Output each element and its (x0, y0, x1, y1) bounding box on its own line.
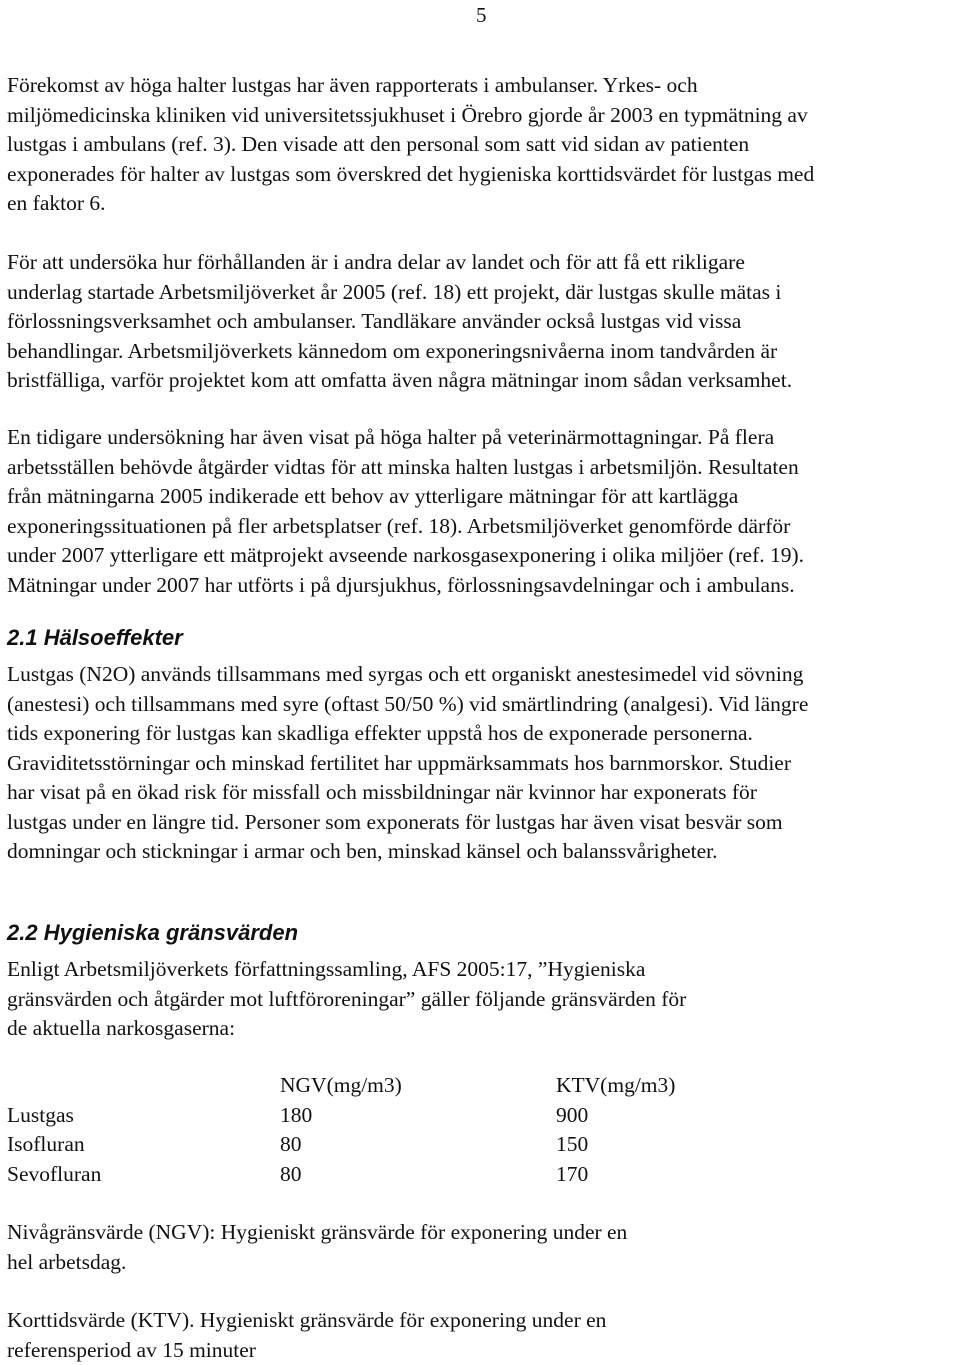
section-heading-hygienic-limits: 2.2 Hygieniska gränsvärden (7, 919, 298, 947)
table-cell: 180 (280, 1101, 312, 1131)
text-line: hel arbetsdag. (7, 1248, 957, 1278)
intro-paragraph (7, 71, 957, 219)
text-line: har visat på en ökad risk för missfall och missbildningar när kvinnor har exponerats för (7, 778, 957, 808)
text-line: Enligt Arbetsmiljöverkets författningssamling, AFS 2005:17, ”Hygieniska (7, 955, 957, 985)
table-header-cell: KTV(mg/m3) (556, 1071, 675, 1101)
table-cell: 170 (556, 1160, 588, 1190)
table-cell: 150 (556, 1130, 588, 1160)
ktv-definition (7, 1306, 957, 1365)
text-line: en faktor 6. (7, 189, 957, 219)
table-cell: Lustgas (7, 1101, 74, 1131)
text-line: lustgas under en längre tid. Personer som exponerats för lustgas har även visat besvär som (7, 808, 957, 838)
table-header-row (7, 1071, 807, 1101)
table-cell: 80 (280, 1160, 302, 1190)
section-heading-health-effects: 2.1 Hälsoeffekter (7, 624, 183, 652)
text-line: referensperiod av 15 minuter (7, 1336, 957, 1365)
text-line: domningar och stickningar i armar och ben, minskad känsel och balanssvårigheter. (7, 837, 957, 867)
text-line: bristfälliga, varför projektet kom att omfatta även några mätningar inom sådan verksamhet. (7, 366, 957, 396)
table-header-cell: NGV(mg/m3) (280, 1071, 402, 1101)
text-line: arbetsställen behövde åtgärder vidtas för att minska halten lustgas i arbetsmiljön. Resultaten (7, 453, 957, 483)
text-line: gränsvärden och åtgärder mot luftföroreningar” gäller följande gränsvärden för (7, 985, 957, 1015)
text-line: Korttidsvärde (KTV). Hygieniskt gränsvärde för exponering under en (7, 1306, 957, 1336)
text-line: lustgas i ambulans (ref. 3). Den visade att den personal som satt vid sidan av patienten (7, 130, 957, 160)
table-cell: Isofluran (7, 1130, 85, 1160)
table-cell: 900 (556, 1101, 588, 1131)
text-line: tids exponering för lustgas kan skadliga effekter uppstå hos de exponerade personerna. (7, 719, 957, 749)
table-row (7, 1101, 807, 1131)
text-line: Graviditetsstörningar och minskad fertilitet har uppmärksammats hos barnmorskor. Studier (7, 749, 957, 779)
limits-table (7, 1071, 807, 1189)
text-line: underlag startade Arbetsmiljöverket år 2005 (ref. 18) ett projekt, där lustgas skulle mätas i (7, 278, 957, 308)
survey-paragraph (7, 248, 957, 396)
text-line: En tidigare undersökning har även visat på höga halter på veterinärmottagningar. På flera (7, 423, 957, 453)
page-number: 5 (476, 2, 487, 28)
text-line: förlossningsverksamhet och ambulanser. Tandläkare använder också lustgas vid vissa (7, 307, 957, 337)
text-line: (anestesi) och tillsammans med syre (oftast 50/50 %) vid smärtlindring (analgesi). Vid längre (7, 690, 957, 720)
text-line: miljömedicinska kliniken vid universitetssjukhuset i Örebro gjorde år 2003 en typmätning av (7, 101, 957, 131)
text-line: exponerades för halter av lustgas som överskred det hygieniska korttidsvärdet för lustgas med (7, 160, 957, 190)
text-line: behandlingar. Arbetsmiljöverkets kännedom om exponeringsnivåerna inom tandvården är (7, 337, 957, 367)
text-line: Mätningar under 2007 har utförts i på djursjukhus, förlossningsavdelningar och i ambulans. (7, 571, 957, 601)
text-line: från mätningarna 2005 indikerade ett behov av ytterligare mätningar för att kartlägga (7, 482, 957, 512)
table-cell: Sevofluran (7, 1160, 101, 1190)
text-line: Förekomst av höga halter lustgas har även rapporterats i ambulanser. Yrkes- och (7, 71, 957, 101)
text-line: under 2007 ytterligare ett mätprojekt avseende narkosgasexponering i olika miljöer (ref. 19). (7, 541, 957, 571)
text-line: de aktuella narkosgaserna: (7, 1014, 957, 1044)
text-line: exponeringssituationen på fler arbetsplatser (ref. 18). Arbetsmiljöverket genomförde därför (7, 512, 957, 542)
table-row (7, 1130, 807, 1160)
text-line: Lustgas (N2O) används tillsammans med syrgas och ett organiskt anestesimedel vid sövning (7, 660, 957, 690)
text-line: Nivågränsvärde (NGV): Hygieniskt gränsvärde för exponering under en (7, 1218, 957, 1248)
hygienic-limits-paragraph (7, 955, 957, 1044)
measurements-paragraph (7, 423, 957, 600)
text-line: För att undersöka hur förhållanden är i andra delar av landet och för att få ett rikligare (7, 248, 957, 278)
health-effects-paragraph (7, 660, 957, 867)
ngv-definition (7, 1218, 957, 1277)
table-cell: 80 (280, 1130, 302, 1160)
table-row (7, 1160, 807, 1190)
